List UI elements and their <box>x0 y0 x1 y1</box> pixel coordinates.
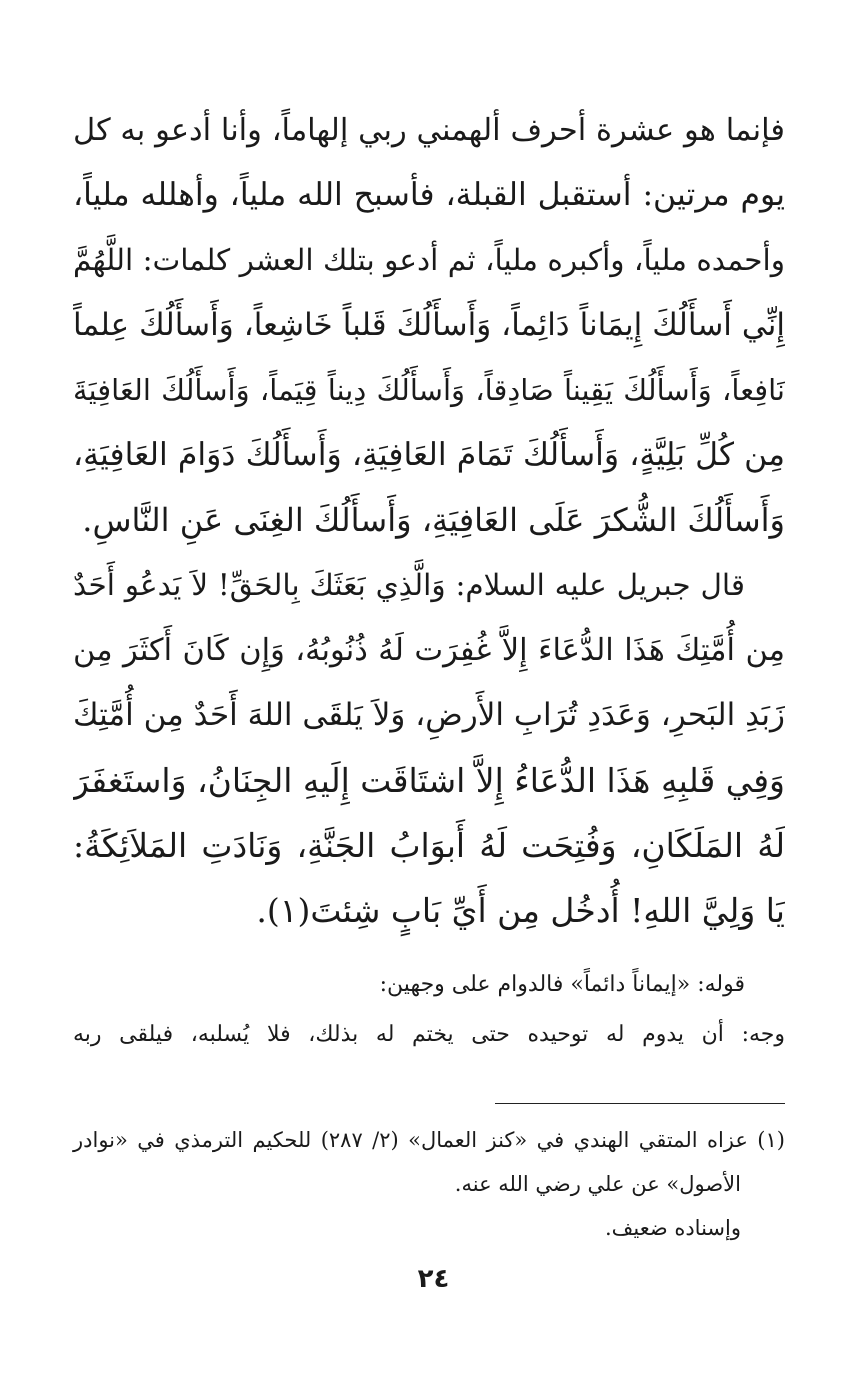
commentary-block <box>73 960 785 1060</box>
commentary-line: وجه: أن يدوم له توحيده حتى يختم له بذلك، فلا يُسلبه، فيلقى ربه <box>73 1022 785 1047</box>
text-line: فإنما هو عشرة أحرف ألهمني ربي إلهاماً، وأنا أدعو به كل <box>73 113 785 148</box>
text-line: يوم مرتين: أستقبل القبلة، فأسبح الله ملياً، وأهلله ملياً، <box>73 177 785 213</box>
footnote-line: وإسناده ضعيف. <box>604 1216 741 1240</box>
footnotes-block <box>73 1118 785 1250</box>
text-line: لَهُ المَلَكَانِ، وَفُتِحَت لَهُ أَبوَابُ الجَنَّةِ، وَنَادَتِ المَلاَئِكَةُ: <box>73 826 785 865</box>
commentary-line: قوله: «إيماناً دائماً» فالدوام على وجهين: <box>379 972 745 997</box>
main-text-block <box>73 98 785 943</box>
text-line: مِن كُلِّ بَلِيَّةٍ، وَأَسأَلُكَ تَمَامَ العَافِيَةِ، وَأَسأَلُكَ دَوَامَ العَافِيَةِ، <box>73 437 785 473</box>
text-line: وأحمده ملياً، وأكبره ملياً، ثم أدعو بتلك العشر كلمات: اللَّهُمَّ <box>73 243 785 277</box>
footnote-line: (١) عزاه المتقي الهندي في «كنز العمال» (٢/ ٢٨٧) للحكيم الترمذي في «نوادر <box>73 1128 785 1152</box>
text-line: قال جبريل عليه السلام: وَالَّذِي بَعَثَكَ بِالحَقِّ! لاَ يَدعُو أَحَدٌ <box>73 568 745 602</box>
text-line: وَأَسأَلُكَ الشُّكرَ عَلَى العَافِيَةِ، وَأَسأَلُكَ الغِنَى عَنِ النَّاسِ. <box>82 501 785 539</box>
text-line: إِنِّي أَسأَلُكَ إِيمَاناً دَائِماً، وَأَسأَلُكَ قَلباً خَاشِعاً، وَأَسأَلُكَ عِلماً <box>73 307 785 343</box>
page-number: ٢٤ <box>417 1264 450 1294</box>
text-line: يَا وَلِيَّ اللهِ! أُدخُل مِن أَيِّ بَابٍ شِئتَ(١). <box>256 891 785 930</box>
text-line: مِن أُمَّتِكَ هَذَا الدُّعَاءَ إِلاَّ غُفِرَت لَهُ ذُنُوبُهُ، وَإِن كَانَ أَكثَرَ مِن <box>73 633 785 668</box>
text-line: زَبَدِ البَحرِ، وَعَدَدِ تُرَابِ الأَرضِ، وَلاَ يَلقَى اللهَ أَحَدٌ مِن أُمَّتِكَ <box>73 697 785 733</box>
text-line: نَافِعاً، وَأَسأَلُكَ يَقِيناً صَادِقاً، وَأَسأَلُكَ دِيناً قِيَماً، وَأَسأَلُكَ العَافِيَةَ <box>73 373 785 407</box>
footnote-separator <box>495 1103 785 1104</box>
text-line: وَفِي قَلبِهِ هَذَا الدُّعَاءُ إِلاَّ اشتَاقَت إِلَيهِ الجِنَانُ، وَاستَغفَرَ <box>73 761 785 800</box>
footnote-line: الأصول» عن علي رضي الله عنه. <box>454 1172 741 1196</box>
